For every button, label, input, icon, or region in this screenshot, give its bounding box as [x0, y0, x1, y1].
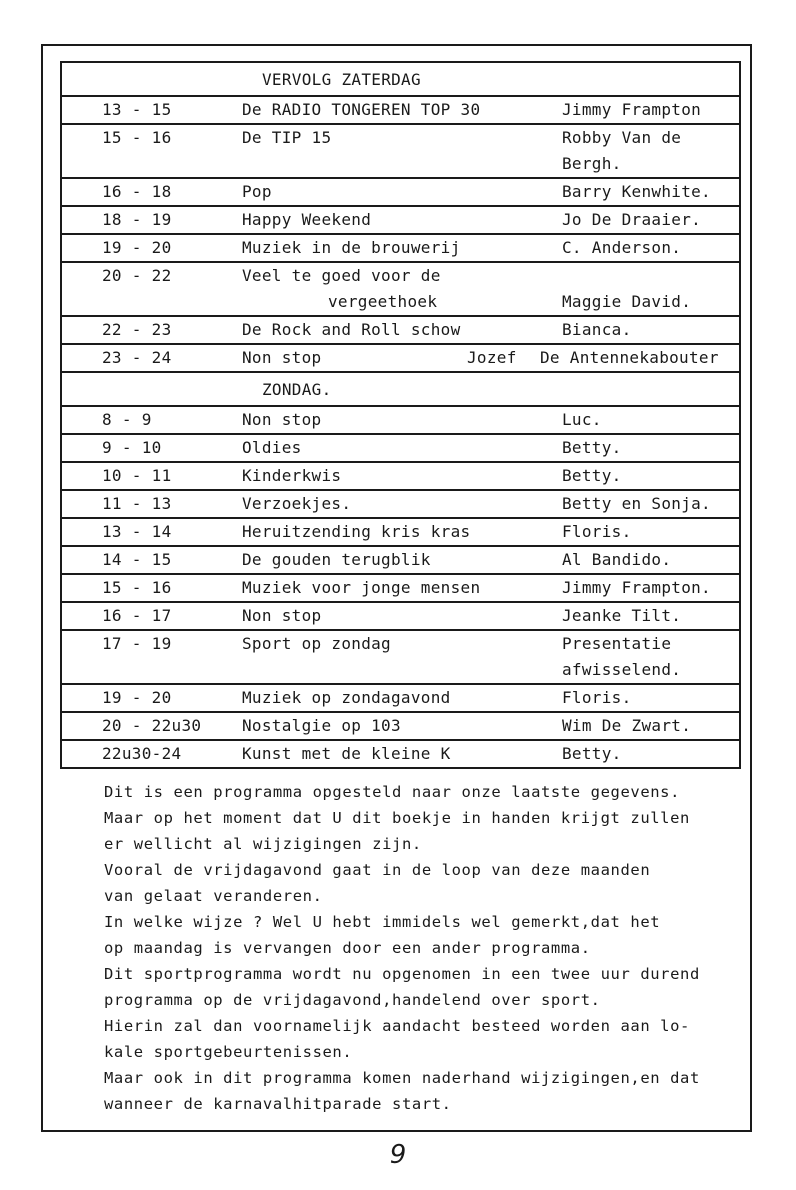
row-time: 14 - 15 — [102, 550, 172, 569]
row-host: Betty en Sonja. — [562, 494, 711, 513]
schedule-row — [62, 435, 739, 463]
row-time: 13 - 14 — [102, 522, 172, 541]
notes-line: van gelaat veranderen. — [104, 887, 323, 905]
schedule-row — [62, 463, 739, 491]
row-program: Muziek in de brouwerij — [242, 238, 461, 257]
schedule-row — [62, 345, 739, 373]
row-time: 16 - 17 — [102, 606, 172, 625]
row-host: Wim De Zwart. — [562, 716, 692, 735]
schedule-row — [62, 603, 739, 631]
row-time: 20 - 22u30 — [102, 716, 202, 735]
row-program: Non stop — [242, 410, 322, 429]
sunday-heading: ZONDAG. — [262, 380, 332, 399]
row-extra: Jozef — [467, 348, 517, 367]
row-time: 22 - 23 — [102, 320, 172, 339]
sunday-heading-row — [62, 373, 739, 407]
row-time: 15 - 16 — [102, 578, 172, 597]
row-host: Jo De Draaier. — [562, 210, 702, 229]
row-program: Veel te goed voor de — [242, 266, 441, 285]
row-program: Kunst met de kleine K — [242, 744, 451, 763]
row-host: Robby Van de — [562, 128, 682, 147]
row-program: Heruitzending kris kras — [242, 522, 471, 541]
row-time: 19 - 20 — [102, 238, 172, 257]
row-time: 18 - 19 — [102, 210, 172, 229]
row-time: 16 - 18 — [102, 182, 172, 201]
notes-line: In welke wijze ? Wel U hebt immidels wel gemerkt,dat het — [104, 913, 661, 931]
row-program: De RADIO TONGEREN TOP 30 — [242, 100, 481, 119]
row-program: Verzoekjes. — [242, 494, 352, 513]
row-program: Muziek voor jonge mensen — [242, 578, 481, 597]
schedule-row — [62, 263, 739, 317]
schedule-row — [62, 97, 739, 125]
schedule-row — [62, 491, 739, 519]
schedule-table — [60, 61, 741, 769]
row-host: Betty. — [562, 744, 622, 763]
row-host: Barry Kenwhite. — [562, 182, 711, 201]
page-number: 9 — [389, 1140, 407, 1170]
row-program: Nostalgie op 103 — [242, 716, 401, 735]
schedule-row — [62, 179, 739, 207]
schedule-row — [62, 741, 739, 769]
row-program: Non stop — [242, 606, 322, 625]
row-time: 9 - 10 — [102, 438, 162, 457]
row-program: Pop — [242, 182, 272, 201]
row-time: 8 - 9 — [102, 410, 152, 429]
schedule-row — [62, 235, 739, 263]
row-host-line2: afwisselend. — [562, 660, 682, 679]
saturday-heading: VERVOLG ZATERDAG — [262, 70, 421, 89]
row-host-line2: Maggie David. — [562, 292, 692, 311]
row-host: Al Bandido. — [562, 550, 672, 569]
schedule-row — [62, 125, 739, 179]
row-program: Muziek op zondagavond — [242, 688, 451, 707]
notes-line: programma op de vrijdagavond,handelend over sport. — [104, 991, 601, 1009]
schedule-row — [62, 207, 739, 235]
row-time: 22u30-24 — [102, 744, 182, 763]
row-host: C. Anderson. — [562, 238, 682, 257]
row-time: 11 - 13 — [102, 494, 172, 513]
schedule-row — [62, 547, 739, 575]
schedule-row — [62, 685, 739, 713]
schedule-row — [62, 631, 739, 685]
row-program: Happy Weekend — [242, 210, 372, 229]
row-time: 10 - 11 — [102, 466, 172, 485]
row-time: 15 - 16 — [102, 128, 172, 147]
row-program: Sport op zondag — [242, 634, 391, 653]
row-program-line2: vergeethoek — [328, 292, 438, 311]
row-host: Floris. — [562, 522, 632, 541]
row-host: Betty. — [562, 466, 622, 485]
row-host-line2: Bergh. — [562, 154, 622, 173]
notes-line: Dit sportprogramma wordt nu opgenomen in een twee uur durend — [104, 965, 700, 983]
row-host: Presentatie — [562, 634, 672, 653]
row-host: Jimmy Frampton. — [562, 578, 711, 597]
row-host: Luc. — [562, 410, 602, 429]
row-program: De TIP 15 — [242, 128, 332, 147]
notes-line: op maandag is vervangen door een ander programma. — [104, 939, 591, 957]
saturday-heading-row — [62, 63, 739, 97]
notes-line: kale sportgebeurtenissen. — [104, 1043, 353, 1061]
row-host: Bianca. — [562, 320, 632, 339]
notes-line: er wellicht al wijzigingen zijn. — [104, 835, 422, 853]
notes-line: Hierin zal dan voornamelijk aandacht besteed worden aan lo- — [104, 1017, 690, 1035]
row-host: Jimmy Frampton — [562, 100, 702, 119]
row-program: Kinderkwis — [242, 466, 342, 485]
row-time: 17 - 19 — [102, 634, 172, 653]
schedule-row — [62, 407, 739, 435]
row-host: Jeanke Tilt. — [562, 606, 682, 625]
row-program: Non stop — [242, 348, 322, 367]
notes-line: Maar ook in dit programma komen naderhand wijzigingen,en dat — [104, 1069, 700, 1087]
notes-paragraph — [104, 779, 754, 1117]
sunday-rows — [62, 407, 739, 769]
schedule-row — [62, 317, 739, 345]
schedule-row — [62, 713, 739, 741]
schedule-row — [62, 575, 739, 603]
notes-line: Dit is een programma opgesteld naar onze laatste gegevens. — [104, 783, 681, 801]
row-time: 19 - 20 — [102, 688, 172, 707]
row-program: De Rock and Roll schow — [242, 320, 461, 339]
row-time: 13 - 15 — [102, 100, 172, 119]
row-time: 23 - 24 — [102, 348, 172, 367]
row-time: 20 - 22 — [102, 266, 172, 285]
notes-line: Maar op het moment dat U dit boekje in handen krijgt zullen — [104, 809, 690, 827]
row-program: De gouden terugblik — [242, 550, 431, 569]
notes-line: wanneer de karnavalhitparade start. — [104, 1095, 452, 1113]
saturday-rows — [62, 97, 739, 373]
row-host: Betty. — [562, 438, 622, 457]
row-host: Floris. — [562, 688, 632, 707]
row-program: Oldies — [242, 438, 302, 457]
schedule-row — [62, 519, 739, 547]
row-host: De Antennekabouter — [540, 348, 719, 367]
notes-line: Vooral de vrijdagavond gaat in de loop van deze maanden — [104, 861, 651, 879]
